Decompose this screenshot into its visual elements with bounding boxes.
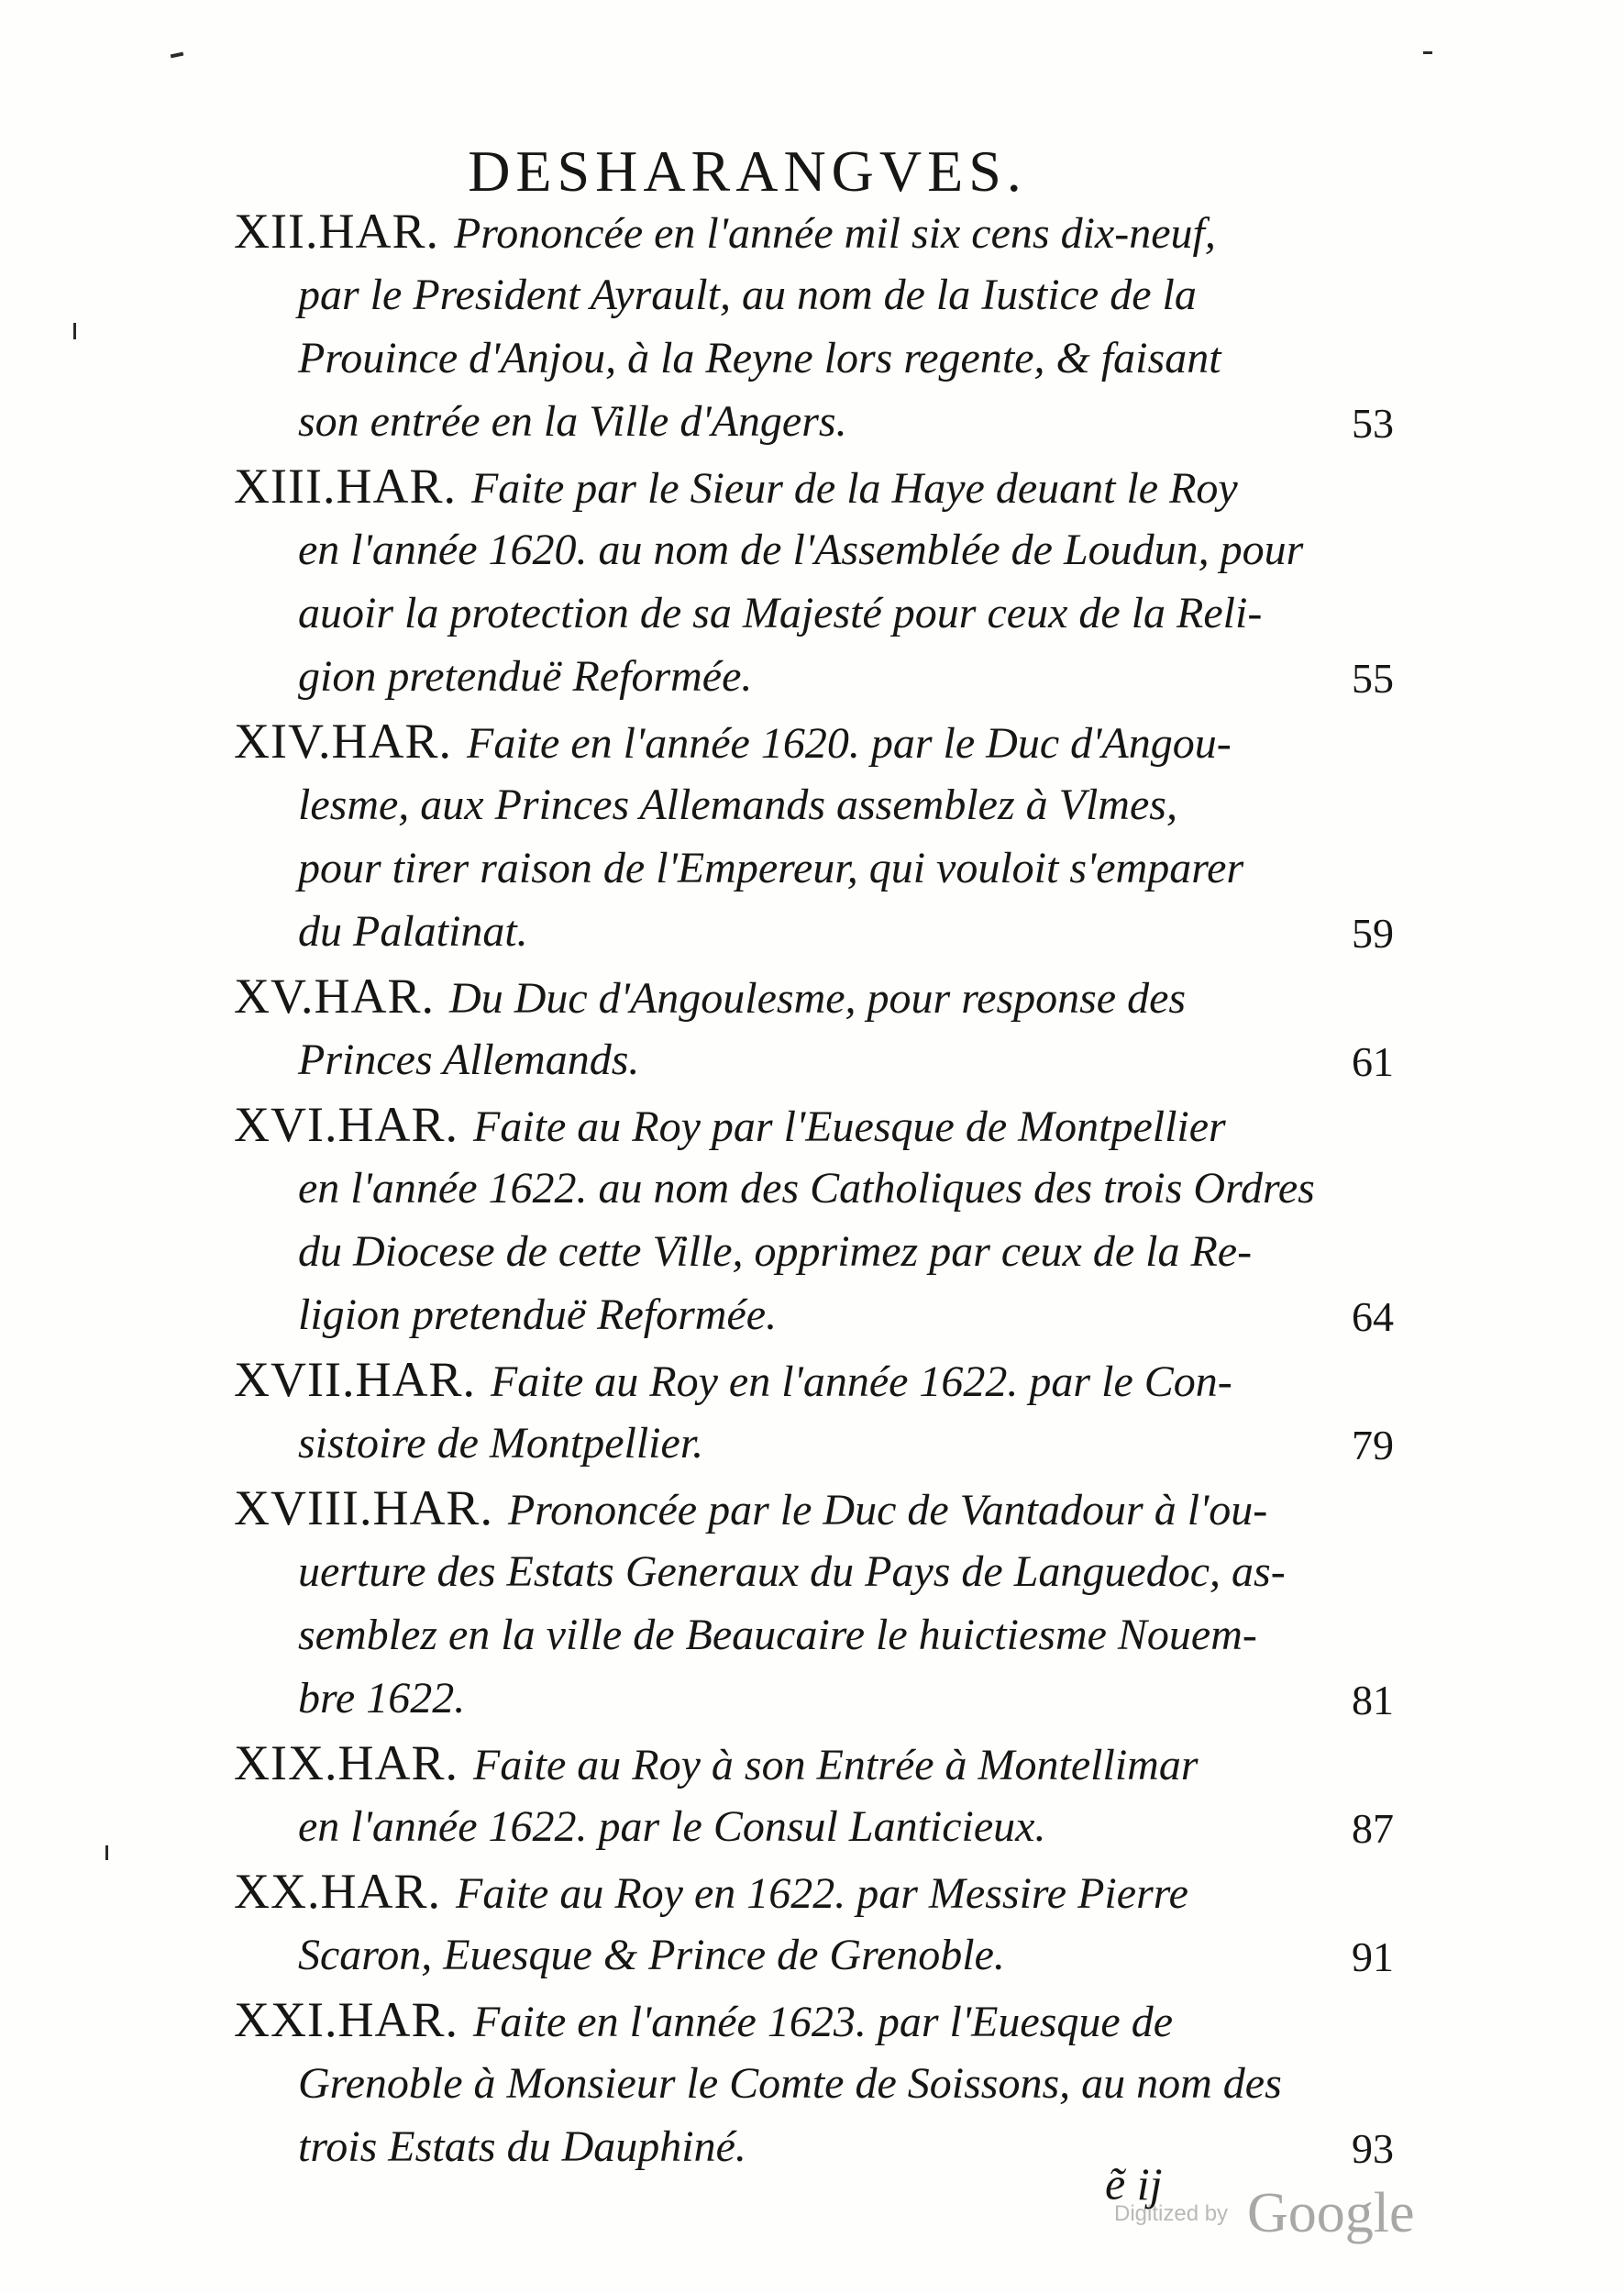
harangue-number: XVII.HAR.: [234, 1352, 476, 1407]
entry-line: son entrée en la Ville d'Angers.: [298, 397, 847, 446]
entry-line: Du Duc d'Angoulesme, pour response des: [449, 974, 1187, 1023]
harangue-number: XIV.HAR.: [234, 714, 453, 769]
entry-line: semblez en la ville de Beaucaire le huictiesme Nouem-: [298, 1611, 1257, 1659]
entry-line: Prononcée en l'année mil six cens dix-neuf,: [453, 209, 1216, 258]
list-item: [234, 965, 1394, 1091]
list-item: [234, 1093, 1394, 1346]
page-number: 87: [1352, 1805, 1394, 1852]
entry-line: sistoire de Montpellier.: [298, 1419, 704, 1468]
entry-line: trois Estats du Dauphiné.: [298, 2122, 746, 2171]
list-item: [234, 1348, 1394, 1475]
page-number: 81: [1352, 1677, 1394, 1723]
page-number: 55: [1352, 655, 1394, 702]
entry-line: Faite au Roy à son Entrée à Montellimar: [473, 1741, 1199, 1789]
harangue-number: XIX.HAR.: [234, 1735, 458, 1790]
entry-line: en l'année 1622. par le Consul Lanticieux.: [298, 1802, 1046, 1851]
entry-line: Faite au Roy en 1622. par Messire Pierre: [456, 1869, 1188, 1918]
list-item: [234, 710, 1394, 963]
entry-line: lesme, aux Princes Allemands assemblez à Vlmes,: [298, 781, 1177, 829]
list-item: [234, 1477, 1394, 1730]
entry-line: Faite en l'année 1623. par l'Euesque de: [473, 1998, 1174, 2046]
list-item: [234, 1988, 1394, 2178]
entry-line: gion pretenduë Reformée.: [298, 652, 753, 701]
entry-line: ligion pretenduë Reformée.: [298, 1291, 778, 1339]
harangue-number: XV.HAR.: [234, 969, 436, 1024]
list-item: [234, 1860, 1394, 1987]
page-number: 91: [1352, 1933, 1394, 1980]
list-item: [234, 200, 1394, 453]
entry-line: bre 1622.: [298, 1674, 466, 1723]
page-number: 59: [1352, 910, 1394, 957]
list-item: [234, 1732, 1394, 1858]
list-item: [234, 455, 1394, 708]
entry-line: Faite au Roy en l'année 1622. par le Con-: [490, 1357, 1232, 1406]
harangue-number: XII.HAR.: [234, 204, 439, 259]
entry-line: par le President Ayrault, au nom de la Iustice de la: [298, 271, 1197, 319]
harangue-number: XVIII.HAR.: [234, 1480, 493, 1535]
entry-line: auoir la protection de sa Majesté pour ceux de la Reli-: [298, 589, 1263, 637]
entry-line: Prononcée par le Duc de Vantadour à l'ou-: [507, 1486, 1268, 1534]
harangue-number: XXI.HAR.: [234, 1992, 458, 2047]
entry-line: en l'année 1620. au nom de l'Assemblée de Loudun, pour: [298, 526, 1304, 574]
page-number: 93: [1352, 2125, 1394, 2172]
signature-mark: ẽ ij: [1105, 2158, 1163, 2210]
entry-line: Faite par le Sieur de la Haye deuant le Roy: [470, 464, 1238, 513]
entry-line: pour tirer raison de l'Empereur, qui vouloit s'emparer: [298, 844, 1244, 892]
entry-line: uerture des Estats Generaux du Pays de Languedoc, as-: [298, 1547, 1286, 1596]
entry-line: Scaron, Euesque & Prince de Grenoble.: [298, 1931, 1005, 1979]
harangue-number: XIII.HAR.: [234, 459, 457, 514]
harangue-list: [234, 200, 1394, 2180]
page-number: 64: [1352, 1293, 1394, 1340]
entry-line: Princes Allemands.: [298, 1036, 640, 1084]
scan-speck: [171, 52, 184, 59]
page-number: 79: [1352, 1422, 1394, 1468]
entry-line: Prouince d'Anjou, à la Reyne lors regente, & faisant: [298, 334, 1221, 382]
entry-line: du Palatinat.: [298, 907, 528, 956]
digitized-by-label: Digitized by: [1114, 2201, 1229, 2226]
google-watermark: Google: [1247, 2182, 1415, 2244]
entry-line: Grenoble à Monsieur le Comte de Soissons, au nom des: [298, 2059, 1282, 2108]
page-header: DESHARANGVES.: [468, 138, 1027, 204]
scan-speck: [1423, 51, 1432, 54]
scan-speck: [105, 1845, 108, 1860]
harangue-number: XX.HAR.: [234, 1864, 442, 1919]
entry-line: Faite en l'année 1620. par le Duc d'Angou-: [467, 719, 1232, 768]
page-number: 61: [1352, 1038, 1394, 1085]
entry-line: en l'année 1622. au nom des Catholiques des trois Ordres: [298, 1164, 1315, 1213]
page-number: 53: [1352, 400, 1394, 447]
entry-line: du Diocese de cette Ville, opprimez par ceux de la Re-: [298, 1227, 1253, 1276]
harangue-number: XVI.HAR.: [234, 1097, 458, 1152]
entry-line: Faite au Roy par l'Euesque de Montpellier: [473, 1102, 1226, 1151]
scan-speck: [73, 323, 76, 339]
